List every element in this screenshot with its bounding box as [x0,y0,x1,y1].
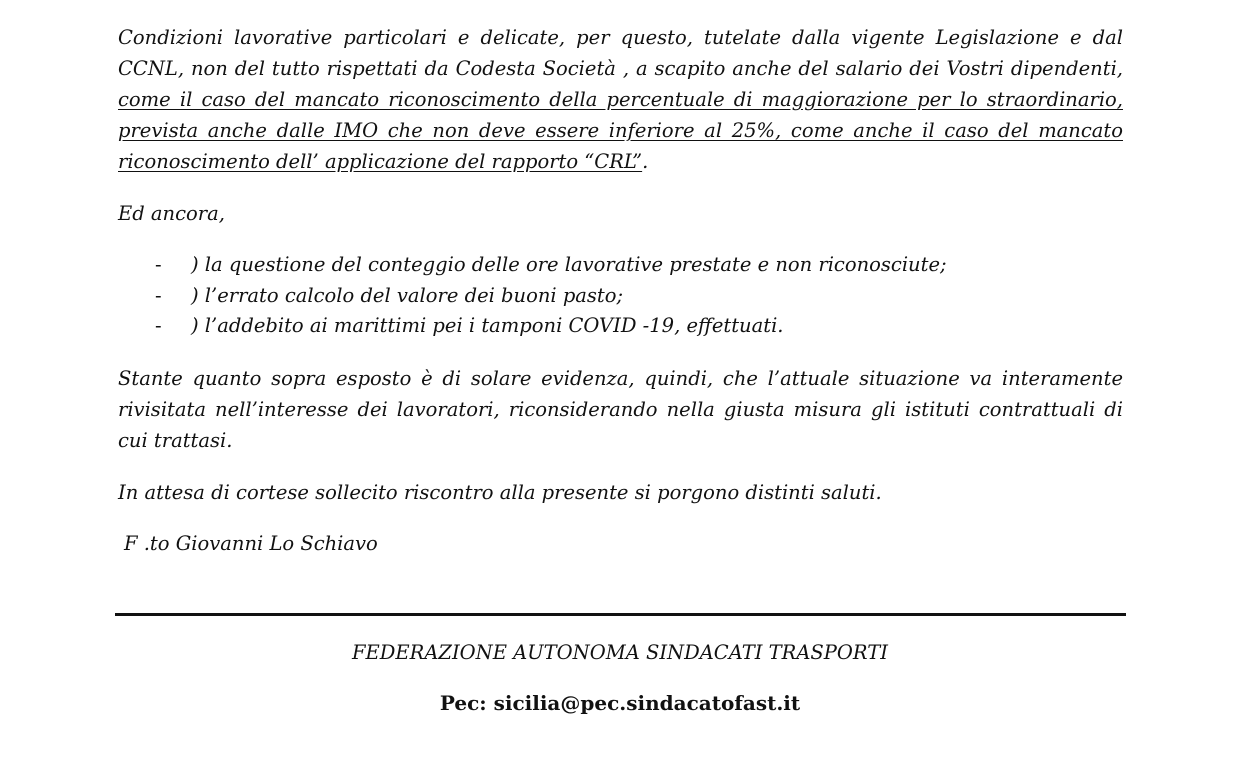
paragraph-conditions-underlined: come il caso del mancato riconoscimento della percentuale di maggiorazione per lo straordinario, prevista anche dalle IMO che non deve essere inferiore al 25%, come anche il caso del mancato riconoscimento dell’ applicazione del rapporto “CRL” [118,88,1123,173]
list-item [155,311,947,342]
paragraph-conclusion: Stante quanto sopra esposto è di solare evidenza, quindi, che l’attuale situazione va interamente rivisitata nell’interesse dei lavoratori, riconsiderando nella giusta misura gli istituti contrattuali di cui trattasi. [118,367,1123,452]
list-item [155,281,947,312]
list-bullet: - [155,314,162,337]
list-item-text: ) l’errato calcolo del valore dei buoni pasto; [191,283,624,307]
footer-divider [115,613,1126,616]
list-item-text: ) la questione del conteggio delle ore lavorative prestate e non riconosciute; [191,253,947,276]
footer-federation-name: FEDERAZIONE AUTONOMA SINDACATI TRASPORTI [352,641,888,664]
list-item [155,250,947,281]
list-item-text: ) l’addebito ai marittimi pei i tamponi COVID -19, effettuati. [191,314,784,337]
paragraph-conditions-intro: Condizioni lavorative particolari e delicate, per questo, tutelate dalla vigente Legislazione e dal CCNL, non del tutto rispettati da Codesta Società , a scapito anche del salario dei Vostri dipendenti, [118,26,1123,80]
issues-list [155,250,947,342]
paragraph-ed-ancora: Ed ancora, [118,202,225,225]
paragraph-greetings: In attesa di cortese sollecito riscontro alla presente si porgono distinti saluti. [118,481,882,504]
footer-pec-address: Pec: sicilia@pec.sindacatofast.it [439,691,801,715]
list-bullet: - [155,283,162,307]
signature: F .to Giovanni Lo Schiavo [124,532,378,555]
paragraph-conditions [118,22,1123,177]
paragraph-conditions-end: . [642,150,649,173]
list-bullet: - [155,253,162,276]
